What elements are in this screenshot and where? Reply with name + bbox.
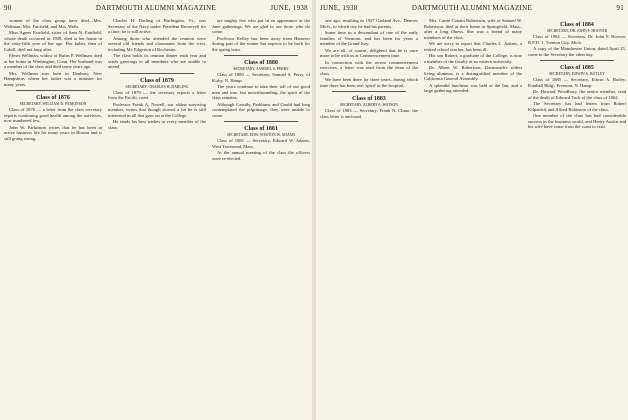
paragraph: one ago, resulting in 1927 Garland Ave., Denver, Mich., to which city he had his parents. bbox=[320, 18, 418, 29]
class-heading: Class of 1879 bbox=[140, 77, 174, 84]
class-heading: Class of 1881 bbox=[244, 126, 278, 132]
right-running-header bbox=[320, 4, 624, 16]
paragraph: The years continue to take their toll of our good men and true, but notwithstanding, the spirit of the class remains. bbox=[212, 84, 310, 100]
paragraph: We have been there for three years, during which time there has been real 'spirit' in the hospital. bbox=[320, 77, 418, 88]
left-page bbox=[0, 0, 312, 420]
paragraph: Class of 1884 — Secretary, Dr. John F. Hoover, R.F.D. 1, Trenton City, Mich. bbox=[528, 34, 626, 45]
class-heading: Class of 1885 bbox=[560, 65, 594, 71]
left-column-3 bbox=[212, 18, 310, 418]
paragraph: Class of 1883 — Secretary, Frank N. Chase, the class letter is enclosed. bbox=[320, 108, 418, 119]
paragraph: We are sorry to report that Charles L. Adams, a retired school teacher, has been ill. bbox=[424, 41, 522, 52]
class-secretary: SECRETARY, EDWIN A. BOTLEY bbox=[548, 72, 606, 76]
paragraph: Some time in a descendant of one of the early families of Vermont, and has been for years a member of the Grand Jury. bbox=[320, 30, 418, 46]
paragraph: Mrs. Carrie Conant Robertson, wife of Samuel W. Robertson, died at their home in Springfield, Mass., after a long illness. She was a friend of many members of the class. bbox=[424, 18, 522, 40]
issue-date-left: JUNE, 1938 bbox=[270, 4, 308, 12]
paragraph: A splendid luncheon was held at the Inn, and a large gathering attended. bbox=[424, 82, 522, 93]
paragraph: Charles H. Darling of Burlington, Vt., was Secretary of the Navy under President Roosevelt for a time; he is still active. bbox=[108, 18, 206, 34]
class-secretary: SECRETARY, ALBERT A. WATSON bbox=[339, 103, 398, 107]
right-page bbox=[316, 0, 628, 420]
class-secretary: SECRETARY, DR. JOHN F. HOOVER bbox=[546, 29, 608, 33]
magazine-title-left: DARTMOUTH ALUMNI MAGAZINE bbox=[95, 4, 217, 12]
class-secretary: SECRETARY, WILLIAM D. PARKINSON bbox=[19, 102, 87, 106]
left-column-2 bbox=[108, 18, 206, 418]
class-heading: Class of 1883 bbox=[352, 96, 386, 102]
paragraph: A copy of the Manchester Union, dated April 25, came to the Secretary the other day. bbox=[528, 46, 626, 57]
divider bbox=[224, 121, 298, 122]
paragraph: Mrs. Wellman was born in Danbury, New Hampshire, where her father was a minister for many years. bbox=[4, 70, 102, 87]
paragraph: Elmer Wellman, widow of Rufus P. Wellman, died at her home in Washington, Conn. Her husband was a member of the class and died some years ago. bbox=[4, 53, 102, 69]
left-page-number: 90 bbox=[4, 4, 12, 12]
divider bbox=[332, 91, 406, 92]
paragraph: Among those who attended the reunion were several old friends and classmates from the west, including Mr. Edgerton of Rochester. bbox=[108, 35, 206, 52]
class-secretary: SECRETARY, CHARLES H. DARLING bbox=[125, 84, 189, 89]
paragraph: In connection with the recent commencement exercises, a letter was read from the dean of the class. bbox=[320, 59, 418, 76]
paragraph: Miss Agnes Fairfield, sister of Sam N. Fairfield, whose death occurred in 1938, died at her home in the sixty-fifth year of her age. Her father, then of Cahill, died not long after. bbox=[4, 30, 102, 52]
paragraph: At the annual meeting of the class the officers were re-elected. bbox=[212, 150, 310, 161]
paragraph: Class of 1876 — a letter from the class secretary reports continuing good health among the survivors, now numbered few. bbox=[4, 107, 102, 123]
class-heading: Class of 1880 bbox=[244, 60, 278, 66]
paragraph: His son Robert, a graduate of the College, is now a member of the faculty at an eastern university. bbox=[424, 53, 522, 64]
divider bbox=[16, 90, 90, 91]
right-column-3 bbox=[528, 18, 626, 418]
paragraph: Class of 1879 — the secretary reports a letter from the Pacific coast. bbox=[108, 89, 206, 100]
class-heading: Class of 1876 bbox=[36, 95, 70, 101]
left-running-header bbox=[4, 4, 308, 16]
paragraph: are mighty few who put in an appearance at the June gatherings. We are glad to see those who do come. bbox=[212, 18, 310, 34]
right-column-1 bbox=[320, 18, 418, 418]
right-column-2 bbox=[424, 18, 522, 418]
paragraph: Dr. Albert W. Robertson, Dartmouth's oldest living alumnus, is a distinguished member of the California General Assembly. bbox=[424, 65, 522, 81]
class-secretary: SECRETARY, SAMUEL S. PERRY bbox=[233, 67, 289, 71]
right-page-number: 91 bbox=[616, 4, 624, 12]
paragraph: Class of 1885 — Secretary, Edwin A. Botley, Kimball Bldg., Fremont, N. Hamp. bbox=[528, 77, 626, 88]
paragraph: Class of 1880 — Secretary, Samuel S. Perry, of Kirby, N. Hamp. bbox=[212, 72, 310, 83]
left-column-1 bbox=[4, 18, 102, 418]
paragraph: women of the class group have died—Mrs. Wellman, Mrs. Fairfield, and Mrs. Wells. bbox=[4, 18, 102, 29]
paragraph: Dr. Howard Woodbury, the senior member, read of the death of Edward Tuck of the class of 1862. bbox=[528, 89, 626, 100]
paragraph: We are all, of course, delighted that he is once more to be with us at Commencement time. bbox=[320, 47, 418, 58]
class-heading: Class of 1884 bbox=[560, 22, 594, 28]
paragraph: Professor Frank A. Newell, our oldest surviving member, writes that though slowed a bit he is still interested in all that goes on at the College. bbox=[108, 101, 206, 118]
divider bbox=[224, 55, 298, 56]
paragraph: John W. Parkinson writes that he has been in active business life for many years in Boston and is still going strong. bbox=[4, 124, 102, 141]
paragraph: Professor Kelley has been away from Hanover during part of the winter but expects to be back for the spring term. bbox=[212, 35, 310, 52]
paragraph: He sends his best wishes to every member of the class. bbox=[108, 119, 206, 130]
magazine-title-right: DARTMOUTH ALUMNI MAGAZINE bbox=[411, 4, 533, 12]
divider bbox=[540, 60, 614, 61]
class-secretary: SECRETARY, EDW. WESTON W. ADAMS bbox=[226, 133, 296, 137]
issue-date-right: JUNE, 1938 bbox=[320, 4, 358, 12]
paragraph: Although Cassidy, Parkhurst and Gould had long contemplated the pilgrimage, they were unable to come. bbox=[212, 101, 310, 118]
divider bbox=[120, 73, 194, 74]
paragraph: One member of the class has had considerable success in the business world, and Henry Austin and his wife have come from the coast to visit. bbox=[528, 113, 626, 129]
paragraph: The Secretary has had letters from Robert Kilpatrick and Alfred Robinson of the class. bbox=[528, 101, 626, 112]
paragraph: Class of 1881 — Secretary, Edward W. Adams, West Townsend, Mass. bbox=[212, 138, 310, 149]
paragraph: The class holds its reunion dinner each year and sends greetings to all members who are unable to attend. bbox=[108, 53, 206, 69]
